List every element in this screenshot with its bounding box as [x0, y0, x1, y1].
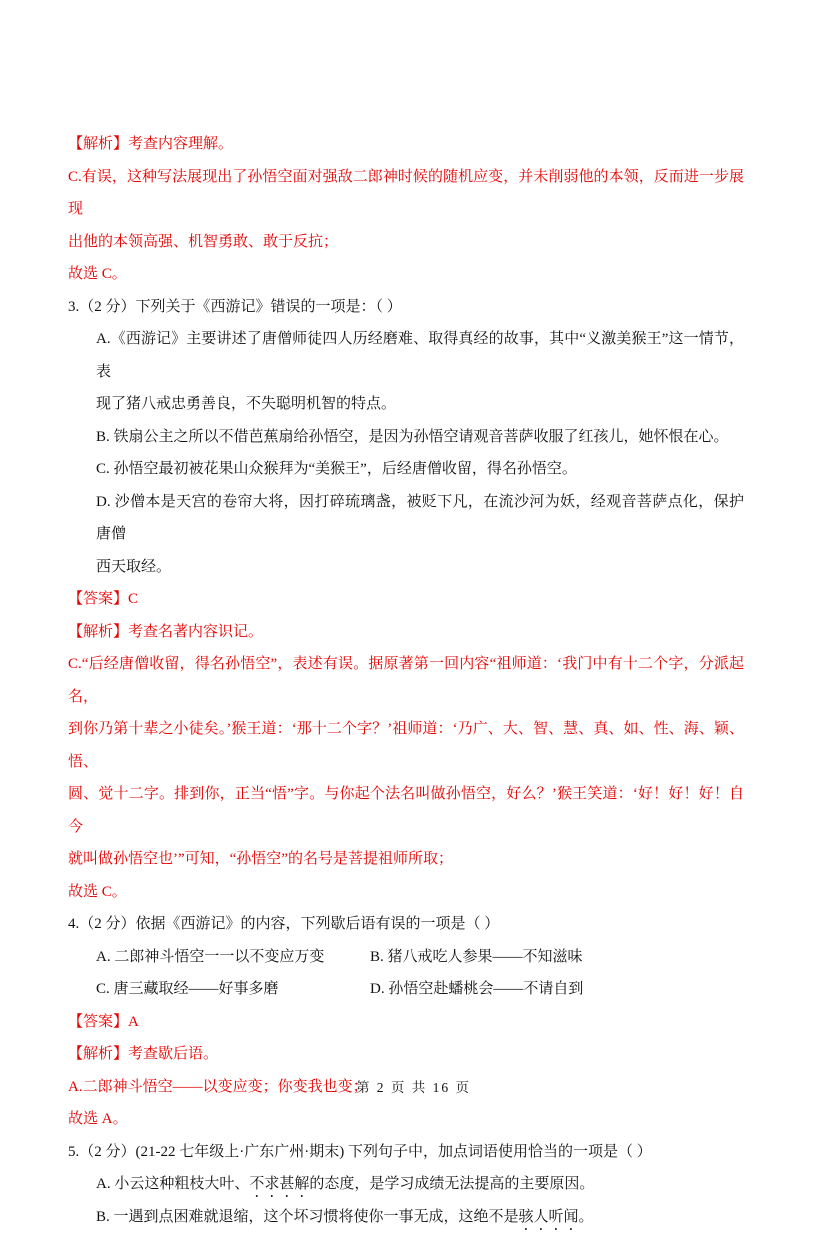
question-3-option-b: B. 铁扇公主之所以不借芭蕉扇给孙悟空，是因为孙悟空请观音菩萨收服了红孩儿，她怀恨在心。: [96, 428, 729, 445]
question-4-option-a: A. 二郎神斗悟空一一以不变应万变: [96, 948, 325, 965]
question-5-option-b-emphasized-term: 骇人听闻: [518, 1209, 579, 1225]
question-3-analysis-line1: C.“后经唐僧收留，得名孙悟空”，表述有误。据原著第一回内容“祖师道：‘我门中有十二个字，分派起名，: [68, 656, 744, 705]
prev-analysis-header: 【解析】考查内容理解。: [68, 136, 234, 152]
prev-analysis-body-line1: C.有误，这种写法展现出了孙悟空面对强敌二郎神时候的随机应变，并未削弱他的本领，反而进一步展现: [68, 168, 744, 217]
question-3-analysis-conclusion: 故选 C。: [68, 883, 127, 900]
question-4-options-row1: [68, 941, 744, 974]
question-3-analysis-line2: 到你乃第十辈之小徒矣。’猴王道：‘那十二个字？’祖师道：‘乃广、大、智、慧、真、如、性、海、颖、悟、: [68, 721, 744, 770]
question-5-option-b: [68, 1201, 744, 1234]
question-3-answer: 【答案】C: [68, 591, 139, 607]
question-5-option-b-text: B. 一遇到点困难就退缩，这个坏习惯将使你一事无成，这绝不是: [96, 1209, 519, 1225]
prev-analysis-body-line2: 出他的本领高强、机智勇敢、敢于反抗；: [68, 233, 339, 250]
question-4-analysis-conclusion: 故选 A。: [68, 1111, 128, 1127]
question-5-option-a: [68, 1168, 744, 1201]
question-4-options-row2: [68, 973, 744, 1006]
prev-analysis-conclusion: 故选 C。: [68, 266, 127, 282]
question-3-analysis-header: 【解析】考查名著内容识记。: [68, 623, 264, 640]
question-5-stem: 5.（2 分）(21-22 七年级上·广东广州·期末) 下列句子中，加点词语使用恰当的一项是（ ）: [68, 1143, 652, 1160]
question-3-analysis-line3: 圆、觉十二字。排到你，正当“悟”字。与你起个法名叫做孙悟空，好么？’猴王笑道：‘好！好！好！自今: [68, 786, 744, 835]
question-4-answer: 【答案】A: [68, 1013, 139, 1030]
page-footer-pagination: 第 2 页 共 16 页: [355, 1080, 472, 1095]
question-4-analysis-line1: A.二郎神斗悟空——以变应变；你变我也变；: [68, 1078, 368, 1095]
question-4-analysis-header: 【解析】考查歇后语。: [68, 1046, 219, 1062]
question-3-option-d-line1: D. 沙僧本是天宫的卷帘大将，因打碎琉璃盏，被贬下凡，在流沙河为妖，经观音菩萨点化，保护唐僧: [96, 493, 744, 542]
question-3-option-a-line1: A.《西游记》主要讲述了唐僧师徒四人历经磨难、取得真经的故事，其中“义激美猴王”这一情节，表: [96, 331, 744, 380]
question-5-option-a-emphasized-term: 不求甚解: [249, 1176, 310, 1192]
question-3-option-c: C. 孙悟空最初被花果山众猴拜为“美猴王”，后经唐僧收留，得名孙悟空。: [96, 461, 577, 477]
question-4-stem: 4.（2 分）依据《西游记》的内容，下列歇后语有误的一项是（ ）: [68, 916, 500, 932]
question-3-option-a-line2: 现了猪八戒忠勇善良，不失聪明机智的特点。: [96, 396, 397, 412]
question-3-option-d-line2: 西天取经。: [96, 558, 172, 575]
question-5-option-a-text-after: 的态度，是学习成绩无法提高的主要原因。: [309, 1176, 595, 1192]
exam-page-body: [68, 128, 744, 1234]
question-5-option-b-text-after: 。: [578, 1209, 594, 1225]
question-3-analysis-line4: 就叫做孙悟空也’”可知，“孙悟空”的名号是菩提祖师所取；: [68, 851, 453, 867]
question-4-option-d: D. 孙悟空赴蟠桃会——不请自到: [370, 981, 584, 997]
question-4-option-c: C. 唐三藏取经——好事多磨: [96, 981, 279, 997]
question-4-option-b: B. 猪八戒吃人参果——不知滋味: [370, 948, 583, 965]
question-5-option-a-text: A. 小云这种粗枝大叶、: [96, 1176, 250, 1192]
question-3-stem: 3.（2 分）下列关于《西游记》错误的一项是：（ ）: [68, 298, 402, 315]
